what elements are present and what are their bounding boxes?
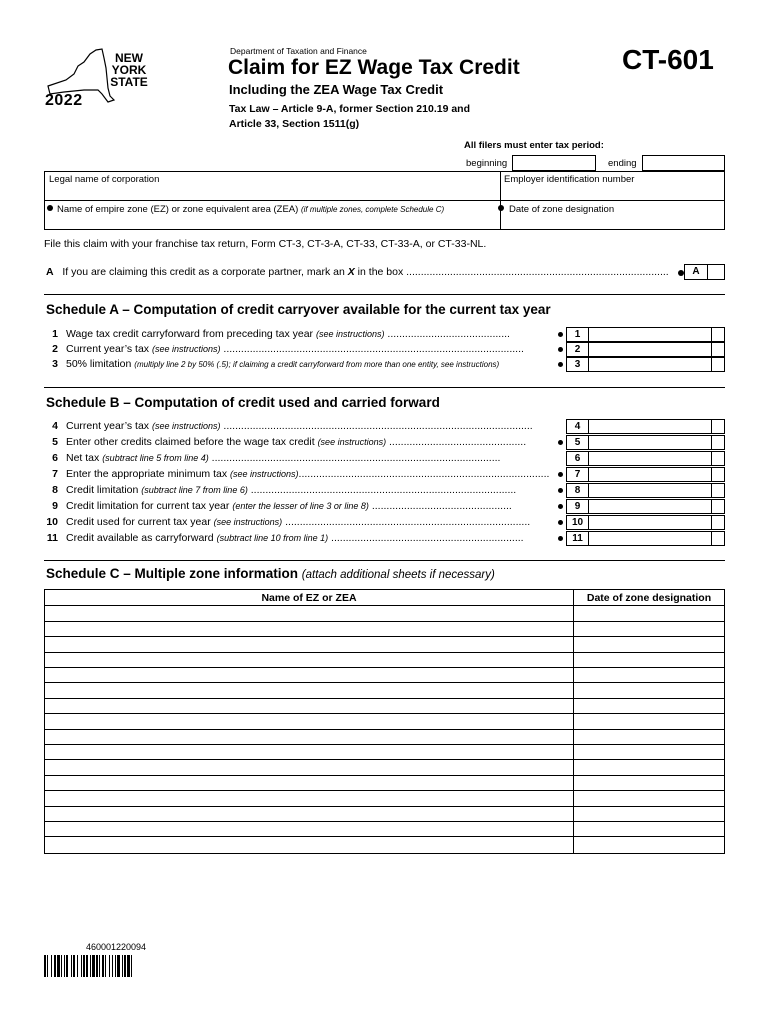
schedule-b-line-9: 9 Credit limitation for current tax year (enter the lesser of line 3 or line 8) ................................................ xyxy=(52,500,512,512)
barcode-bar xyxy=(61,955,62,977)
schedule-c-row[interactable] xyxy=(45,729,724,730)
zone-name-field[interactable] xyxy=(44,200,501,230)
schedule-c-row[interactable] xyxy=(45,652,724,653)
line-3-amount[interactable] xyxy=(588,357,712,372)
required-bullet-icon xyxy=(558,362,563,367)
schedule-c-row[interactable] xyxy=(45,605,724,606)
barcode-bar xyxy=(112,955,113,977)
barcode-bar xyxy=(124,955,126,977)
schedule-c-title: Schedule C – Multiple zone information (attach additional sheets if necessary) xyxy=(46,566,495,581)
col-header-zone-date: Date of zone designation xyxy=(586,592,712,604)
line-9-amount[interactable] xyxy=(588,499,712,514)
line-a-label-box: A xyxy=(684,264,708,280)
required-bullet-icon xyxy=(558,520,563,525)
schedule-c-row[interactable] xyxy=(45,836,724,837)
barcode-bar xyxy=(86,955,88,977)
barcode-bar xyxy=(47,955,48,977)
period-ending-input[interactable] xyxy=(642,155,725,171)
required-bullet-icon xyxy=(558,472,563,477)
line-8-label: 8 xyxy=(566,483,589,498)
line-2-amount[interactable] xyxy=(588,342,712,357)
line-a: A If you are claiming this credit as a corporate partner, mark an X in the box .......................................................................................... xyxy=(46,266,669,278)
barcode-bar xyxy=(57,955,60,977)
schedule-c-row[interactable] xyxy=(45,636,724,637)
schedule-b-line-7: 7 Enter the appropriate minimum tax (see instructions)...................................................................................... xyxy=(52,468,550,480)
line-7-cents[interactable] xyxy=(712,467,725,482)
schedule-a-divider xyxy=(44,294,725,295)
tax-law-line2: Article 33, Section 1511(g) xyxy=(229,118,360,130)
file-instructions: File this claim with your franchise tax return, Form CT-3, CT-3-A, CT-33, CT-33-A, or CT-33-NL. xyxy=(44,238,487,250)
schedule-c-row[interactable] xyxy=(45,775,724,776)
barcode-bar xyxy=(77,955,78,977)
barcode-number: 460001220094 xyxy=(86,942,147,952)
barcode-bar xyxy=(66,955,68,977)
line-6-cents[interactable] xyxy=(712,451,725,466)
period-beginning-input[interactable] xyxy=(512,155,596,171)
schedule-a-line-3: 3 50% limitation (multiply line 2 by 50% (.5); if claiming a credit carryforward from more than one entity, see instructions) xyxy=(52,358,500,370)
barcode-bar xyxy=(73,955,75,977)
zone-name-label: Name of empire zone (EZ) or zone equivalent area (ZEA) (if multiple zones, complete Schedule C) xyxy=(57,204,445,215)
barcode-bar xyxy=(51,955,52,977)
schedule-c-row[interactable] xyxy=(45,759,724,760)
barcode-bar xyxy=(54,955,56,977)
barcode-bar xyxy=(127,955,130,977)
barcode-bar xyxy=(71,955,72,977)
required-bullet-icon xyxy=(558,347,563,352)
schedule-b-line-4: 4 Current year’s tax (see instructions) .......................................................................................................... xyxy=(52,420,533,432)
required-bullet-icon xyxy=(558,440,563,445)
corporate-partner-checkbox[interactable] xyxy=(707,264,725,280)
col-header-zone-name: Name of EZ or ZEA xyxy=(261,592,357,604)
barcode-bar xyxy=(44,955,46,977)
barcode-bar xyxy=(131,955,132,977)
schedule-b-line-11: 11 Credit available as carryforward (subtract line 10 from line 1) .................................................................. xyxy=(46,532,524,544)
barcode-bar xyxy=(115,955,116,977)
ein-label: Employer identification number xyxy=(504,174,635,185)
barcode-bar xyxy=(109,955,110,977)
tax-law-line1: Tax Law – Article 9-A, former Section 210.19 and xyxy=(229,103,471,115)
schedule-a-title: Schedule A – Computation of credit carryover available for the current tax year xyxy=(46,302,551,317)
line-6-label: 6 xyxy=(566,451,589,466)
form-year: 2022 xyxy=(45,92,83,109)
line-1-amount[interactable] xyxy=(588,327,712,342)
line-3-cents[interactable] xyxy=(712,357,725,372)
legal-name-label: Legal name of corporation xyxy=(49,174,160,185)
line-4-label: 4 xyxy=(566,419,589,434)
line-8-cents[interactable] xyxy=(712,483,725,498)
barcode-bar xyxy=(64,955,65,977)
schedule-c-row[interactable] xyxy=(45,667,724,668)
barcode-bar xyxy=(122,955,123,977)
department-name: Department of Taxation and Finance xyxy=(230,46,367,56)
barcode-bar xyxy=(92,955,95,977)
schedule-b-line-6: 6 Net tax (subtract line 5 from line 4) ................................................................................................... xyxy=(52,452,501,464)
schedule-c-row[interactable] xyxy=(45,698,724,699)
required-bullet-icon xyxy=(47,205,53,211)
schedule-c-row[interactable] xyxy=(45,790,724,791)
form-subtitle: Including the ZEA Wage Tax Credit xyxy=(229,82,444,97)
schedule-b-line-10: 10 Credit used for current tax year (see instructions) .................................................................................... xyxy=(46,516,531,528)
zone-date-field[interactable] xyxy=(500,200,725,230)
line-6-amount[interactable] xyxy=(588,451,712,466)
required-bullet-icon xyxy=(558,488,563,493)
barcode-bar xyxy=(99,955,100,977)
barcode-bar xyxy=(81,955,82,977)
line-10-cents[interactable] xyxy=(712,515,725,530)
required-bullet-icon xyxy=(558,504,563,509)
schedule-c-row[interactable] xyxy=(45,713,724,714)
schedule-c-column-divider xyxy=(573,590,574,853)
barcode-icon xyxy=(44,955,194,977)
line-1-cents[interactable] xyxy=(712,327,725,342)
schedule-b-line-8: 8 Credit limitation (subtract line 7 from line 6) ........................................................................................... xyxy=(52,484,517,496)
line-2-label: 2 xyxy=(566,342,589,357)
barcode-bar xyxy=(90,955,91,977)
line-11-label: 11 xyxy=(566,531,589,546)
form-title: Claim for EZ Wage Tax Credit xyxy=(228,56,520,79)
line-11-amount[interactable] xyxy=(588,531,712,546)
schedule-c-row[interactable] xyxy=(45,821,724,822)
required-bullet-icon xyxy=(498,205,504,211)
line-8-amount[interactable] xyxy=(588,483,712,498)
barcode-bar xyxy=(117,955,120,977)
line-5-label: 5 xyxy=(566,435,589,450)
required-bullet-icon xyxy=(558,536,563,541)
line-4-cents[interactable] xyxy=(712,419,725,434)
schedule-a-line-1: 1 Wage tax credit carryforward from preceding tax year (see instructions) .......................................... xyxy=(52,328,510,340)
line-10-amount[interactable] xyxy=(588,515,712,530)
schedule-c-row[interactable] xyxy=(45,682,724,683)
state-logo-text: NEW YORK STATE xyxy=(110,51,148,89)
barcode-bar xyxy=(105,955,106,977)
schedule-c-row[interactable] xyxy=(45,621,724,622)
line-2-cents[interactable] xyxy=(712,342,725,357)
zone-date-label: Date of zone designation xyxy=(509,204,615,215)
schedule-c-row[interactable] xyxy=(45,806,724,807)
line-5-amount[interactable] xyxy=(588,435,712,450)
schedule-b-title: Schedule B – Computation of credit used and carried forward xyxy=(46,395,440,410)
line-9-cents[interactable] xyxy=(712,499,725,514)
form-number: CT-601 xyxy=(622,44,714,75)
line-11-cents[interactable] xyxy=(712,531,725,546)
period-ending-label: ending xyxy=(608,158,637,169)
ein-field[interactable] xyxy=(500,171,725,201)
barcode-bar xyxy=(102,955,104,977)
line-3-label: 3 xyxy=(566,357,589,372)
schedule-c-row[interactable] xyxy=(45,744,724,745)
line-7-amount[interactable] xyxy=(588,467,712,482)
line-10-label: 10 xyxy=(566,515,589,530)
schedule-c-divider xyxy=(44,560,725,561)
line-1-label: 1 xyxy=(566,327,589,342)
line-5-cents[interactable] xyxy=(712,435,725,450)
schedule-b-divider xyxy=(44,387,725,388)
barcode-bar xyxy=(83,955,85,977)
line-7-label: 7 xyxy=(566,467,589,482)
tax-period-heading: All filers must enter tax period: xyxy=(464,140,604,151)
line-9-label: 9 xyxy=(566,499,589,514)
period-beginning-label: beginning xyxy=(466,158,508,169)
legal-name-field[interactable] xyxy=(44,171,501,201)
schedule-c-table xyxy=(44,589,725,854)
required-bullet-icon xyxy=(558,332,563,337)
line-4-amount[interactable] xyxy=(588,419,712,434)
schedule-b-line-5: 5 Enter other credits claimed before the wage tax credit (see instructions) ............................................... xyxy=(52,436,527,448)
barcode-bar xyxy=(96,955,98,977)
schedule-a-line-2: 2 Current year’s tax (see instructions) ....................................................................................................... xyxy=(52,343,524,355)
